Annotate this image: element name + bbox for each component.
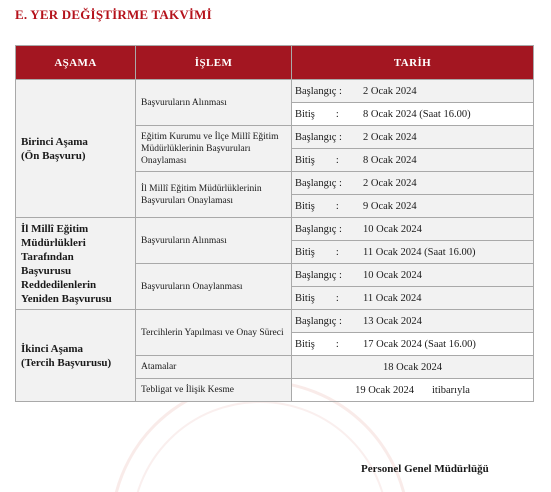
end-label: Bitiş : (295, 292, 339, 304)
start-label: Başlangıç : (295, 223, 342, 235)
end-label: Bitiş : (295, 338, 339, 350)
stage-1-name: Birinci Aşama (Ön Başvuru) (21, 135, 88, 162)
date-cell (292, 126, 534, 149)
end-label: Bitiş : (295, 246, 339, 258)
table-header-row (16, 46, 534, 80)
date-value: 17 Ocak 2024 (Saat 16.00) (363, 338, 476, 350)
operation-cell: Tebligat ve İlişik Kesme (136, 379, 292, 402)
date-value: 13 Ocak 2024 (363, 315, 422, 327)
date-cell (292, 287, 534, 310)
date-value: 10 Ocak 2024 (363, 269, 422, 281)
stage-cell (16, 80, 136, 218)
header-stage: AŞAMA (16, 46, 136, 80)
stage-2-name: İl Millî Eğitim Müdürlükleri Tarafından Başvurusu Reddedilenlerin Yeniden Başvurusu (21, 222, 112, 305)
date-value: 18 Ocak 2024 (383, 361, 442, 373)
date-value: 11 Ocak 2024 (Saat 16.00) (363, 246, 476, 258)
date-cell (292, 149, 534, 172)
footer-signature: Personel Genel Müdürlüğü (361, 463, 489, 475)
start-label: Başlangıç : (295, 131, 342, 143)
stage-cell (16, 310, 136, 402)
date-value: 19 Ocak 2024 (355, 384, 414, 396)
date-cell (292, 80, 534, 103)
end-label: Bitiş : (295, 200, 339, 212)
date-cell (292, 195, 534, 218)
date-value: 8 Ocak 2024 (363, 154, 417, 166)
date-cell (292, 264, 534, 287)
operation-cell: Başvuruların Alınması (136, 218, 292, 264)
date-value: 11 Ocak 2024 (363, 292, 422, 304)
date-cell (292, 218, 534, 241)
date-value: 2 Ocak 2024 (363, 177, 417, 189)
date-value: 2 Ocak 2024 (363, 131, 417, 143)
stage-3-name: İkinci Aşama (Tercih Başvurusu) (21, 342, 112, 369)
date-suffix: itibarıyla (432, 384, 470, 396)
end-label: Bitiş : (295, 108, 339, 120)
table-row (16, 218, 534, 241)
stage-cell (16, 218, 136, 310)
table-row (16, 80, 534, 103)
date-cell (292, 379, 534, 402)
operation-cell: Tercihlerin Yapılması ve Onay Süreci (136, 310, 292, 356)
header-operation: İŞLEM (136, 46, 292, 80)
end-label: Bitiş : (295, 154, 339, 166)
operation-cell: İl Millî Eğitim Müdürlüklerinin Başvuruları Onaylaması (136, 172, 292, 218)
date-value: 2 Ocak 2024 (363, 85, 417, 97)
date-value: 10 Ocak 2024 (363, 223, 422, 235)
start-label: Başlangıç : (295, 269, 342, 281)
section-title: E. YER DEĞİŞTİRME TAKVİMİ (15, 7, 212, 22)
start-label: Başlangıç : (295, 315, 342, 327)
date-cell (292, 333, 534, 356)
table-row (16, 310, 534, 333)
start-label: Başlangıç : (295, 177, 342, 189)
date-value: 8 Ocak 2024 (Saat 16.00) (363, 108, 471, 120)
date-value: 9 Ocak 2024 (363, 200, 417, 212)
date-cell (292, 310, 534, 333)
date-cell (292, 241, 534, 264)
operation-cell: Atamalar (136, 356, 292, 379)
operation-cell: Başvuruların Onaylanması (136, 264, 292, 310)
header-date: TARİH (292, 46, 534, 80)
operation-cell: Eğitim Kurumu ve İlçe Millî Eğitim Müdürlüklerinin Başvuruları Onaylaması (136, 126, 292, 172)
date-cell (292, 356, 534, 379)
date-cell (292, 172, 534, 195)
date-cell (292, 103, 534, 126)
start-label: Başlangıç : (295, 85, 342, 97)
relocation-schedule-table (15, 45, 534, 402)
operation-cell: Başvuruların Alınması (136, 80, 292, 126)
